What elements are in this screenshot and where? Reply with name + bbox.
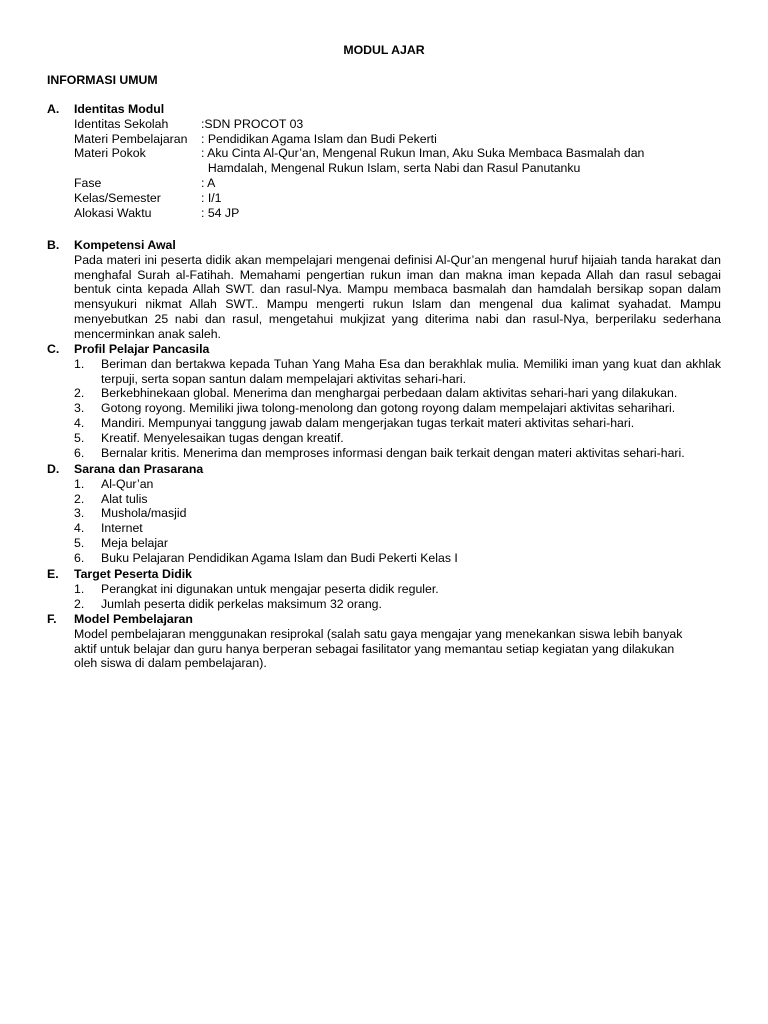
list-item <box>74 506 721 521</box>
item-number: 4. <box>74 521 85 536</box>
item-number: 3. <box>74 401 85 416</box>
list-item <box>74 431 721 446</box>
item-text: Gotong royong. Memiliki jiwa tolong-menolong dan gotong royong dalam mempelajari aktivitas seharihari. <box>101 401 676 416</box>
list-item <box>74 401 721 416</box>
item-text: Alat tulis <box>101 491 148 506</box>
item-text: Meja belajar <box>101 535 168 550</box>
section-header <box>47 462 727 477</box>
kompetensi-paragraph: Pada materi ini peserta didik akan mempelajari mengenai definisi Al-Qur’an mengenal huruf hijaiah tanda harakat dan menghafal Surah al-Fatihah. Memahami pengertian rukun iman dan makna iman kepada Allah dan rasul sebagai bentuk cinta kepada Allah SWT. dan rasul-Nya. Mampu membaca basmalah dan hamdalah bersikap sopan dalam mensyukuri nikmat Allah SWT.. Mampu mengerti rukun Islam dan mengenal dua kalimat syahadat. Mampu menyebutkan 25 nabi dan rasul, mengetahui mukjizat yang diterima nabi dan rasul-Nya, berperilaku sederhana mencerminkan anak saleh. <box>74 252 721 341</box>
identitas-row <box>74 132 721 147</box>
item-text: Mandiri. Mempunyai tanggung jawab dalam mengerjakan tugas terkait materi aktivitas sehari-hari. <box>101 415 635 430</box>
row-value: Hamdalah, Mengenal Rukun Islam, serta Nabi dan Rasul Panutanku <box>201 161 581 176</box>
list-item <box>74 386 721 401</box>
identitas-row <box>74 176 721 191</box>
section-heading-informasi-umum: INFORMASI UMUM <box>47 73 158 87</box>
section-header <box>47 567 727 582</box>
identitas-row <box>74 161 721 176</box>
item-number: 1. <box>74 356 85 371</box>
list-item <box>74 582 721 597</box>
item-number: 2. <box>74 596 85 611</box>
item-number: 6. <box>74 550 85 565</box>
section-letter: E. <box>47 567 59 581</box>
section-target-peserta-didik <box>47 567 727 611</box>
section-header <box>47 342 727 357</box>
row-label: Fase <box>74 175 102 190</box>
section-identitas-modul <box>47 102 727 220</box>
row-label: Materi Pembelajaran <box>74 131 188 146</box>
item-text: Kreatif. Menyelesaikan tugas dengan kreatif. <box>101 430 344 445</box>
section-title: Sarana dan Prasarana <box>74 462 204 476</box>
section-title: Model Pembelajaran <box>74 612 193 626</box>
list-item <box>74 416 721 431</box>
item-text: Al-Qur’an <box>101 476 154 491</box>
item-text: Perangkat ini digunakan untuk mengajar peserta didik reguler. <box>101 581 439 596</box>
target-list <box>74 582 721 612</box>
item-number: 1. <box>74 581 85 596</box>
paragraph-line: Model pembelajaran menggunakan resiprokal (salah satu gaya mengajar yang menekankan siswa lebih banyak <box>74 626 683 641</box>
row-value: : Pendidikan Agama Islam dan Budi Pekerti <box>201 131 437 146</box>
section-letter: C. <box>47 342 60 356</box>
section-profil-pelajar-pancasila <box>47 342 727 460</box>
item-number: 3. <box>74 506 85 521</box>
list-item <box>74 477 721 492</box>
section-letter: D. <box>47 462 60 476</box>
item-text: Buku Pelajaran Pendidikan Agama Islam dan Budi Pekerti Kelas I <box>101 550 458 565</box>
identitas-row <box>74 117 721 132</box>
list-item <box>74 536 721 551</box>
list-item <box>74 521 721 536</box>
section-model-pembelajaran <box>47 612 727 671</box>
row-value: : Aku Cinta Al-Qur’an, Mengenal Rukun Iman, Aku Suka Membaca Basmalah dan <box>201 146 645 161</box>
row-value: : A <box>201 175 216 190</box>
identitas-table <box>74 117 721 221</box>
section-header <box>47 612 727 627</box>
item-text: Mushola/masjid <box>101 506 187 521</box>
identitas-row <box>74 146 721 161</box>
item-text: Berkebhinekaan global. Menerima dan menghargai perbedaan dalam aktivitas sehari-hari yang dilakukan. <box>101 386 678 401</box>
section-kompetensi-awal <box>47 238 727 342</box>
list-item <box>74 551 721 566</box>
section-header <box>47 102 727 117</box>
identitas-row <box>74 206 721 221</box>
item-text: Internet <box>101 521 143 536</box>
paragraph-line: aktif untuk belajar dan guru hanya berperan sebagai fasilitator yang memantau setiap kegiatan yang dilakukan <box>74 641 675 656</box>
row-label: Alokasi Waktu <box>74 205 152 220</box>
section-sarana-prasarana <box>47 462 727 566</box>
section-header <box>47 238 727 253</box>
item-text: Bernalar kritis. Menerima dan memproses informasi dengan baik terkait dengan materi aktivitas sehari-hari. <box>101 445 685 460</box>
identitas-row <box>74 191 721 206</box>
model-paragraph <box>74 627 721 671</box>
row-label: Materi Pokok <box>74 146 146 161</box>
list-item <box>74 357 721 387</box>
row-label: Identitas Sekolah <box>74 116 169 131</box>
profil-list <box>74 357 721 461</box>
sarana-list <box>74 477 721 566</box>
item-number: 6. <box>74 445 85 460</box>
item-text: Jumlah peserta didik perkelas maksimum 32 orang. <box>101 596 382 611</box>
row-label <box>74 161 201 176</box>
section-title: Kompetensi Awal <box>74 238 176 252</box>
item-number: 5. <box>74 535 85 550</box>
section-title: Target Peserta Didik <box>74 567 193 581</box>
row-value: :SDN PROCOT 03 <box>201 116 304 131</box>
row-value: : 54 JP <box>201 205 240 220</box>
item-number: 4. <box>74 415 85 430</box>
item-number: 1. <box>74 476 85 491</box>
section-letter: F. <box>47 612 57 626</box>
list-item <box>74 446 721 461</box>
item-number: 5. <box>74 430 85 445</box>
document-title: MODUL AJAR <box>343 43 425 57</box>
item-number: 2. <box>74 386 85 401</box>
item-number: 2. <box>74 491 85 506</box>
row-label: Kelas/Semester <box>74 190 161 205</box>
section-title: Identitas Modul <box>74 102 165 116</box>
row-value: : I/1 <box>201 190 222 205</box>
paragraph-line: oleh siswa di dalam pembelajaran). <box>74 656 267 671</box>
section-letter: A. <box>47 102 60 116</box>
item-text: Beriman dan bertakwa kepada Tuhan Yang Maha Esa dan berakhlak mulia. Memiliki iman yang kuat dan akhlak terpuji, serta sopan santun dalam mempelajari aktivitas sehari-hari. <box>101 356 721 386</box>
section-title: Profil Pelajar Pancasila <box>74 342 210 356</box>
list-item <box>74 597 721 612</box>
list-item <box>74 492 721 507</box>
section-letter: B. <box>47 238 60 252</box>
